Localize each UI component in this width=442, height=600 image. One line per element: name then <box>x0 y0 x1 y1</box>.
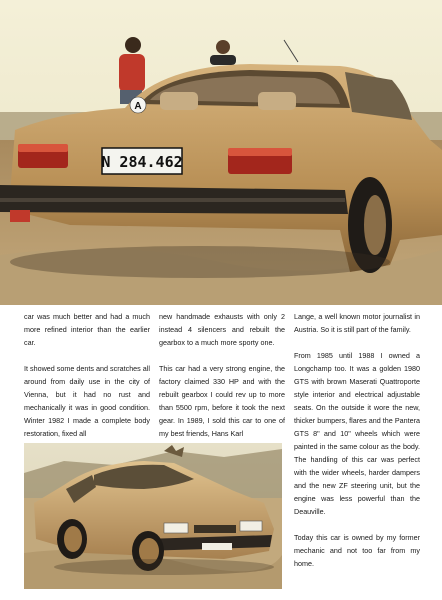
col3-paragraph-2: From 1985 until 1988 I owned a Longchamp too. It was a golden 1980 GTS with brown Maserati Quattroporte style interior and electrical adjustable seats. On the outside it wore the new, thicker bumpers, flares and the Pantera GTS 8" and 10" wheels which were painted in the same colour as the body. The handling of this car was perfect with the wider wheels, harder dampers and the new ZF steering unit, but the engine was less powerful than the Deauville. <box>294 351 420 516</box>
col3-paragraph-1: Lange, a well known motor journalist in Austria. So it is still part of the family. <box>294 312 420 334</box>
license-plate: N 284.462 <box>101 153 183 171</box>
col2-paragraph-2: This car had a very strong engine, the factory claimed 330 HP and with the rebuilt gearbox I could rev up to more than 5500 rpm, before it took the next gear. In 1989, I sold this car to one of my best friends, Hans Karl <box>159 364 285 438</box>
col3-paragraph-3: Today this car is owned by my former mechanic and not too far from my home. <box>294 533 420 568</box>
col2-paragraph-1: new handmade exhausts with only 2 instead 4 silencers and rebuilt the gearbox to a much more sporty one. <box>159 312 285 347</box>
col1-paragraph-1: car was much better and had a much more refined interior than the earlier car. <box>24 312 150 347</box>
bottom-car-photo <box>24 443 282 589</box>
text-column-2 <box>159 310 285 453</box>
bottom-car-photo-drawing <box>24 443 282 589</box>
text-column-3 <box>294 310 420 583</box>
col1-paragraph-2: It showed some dents and scratches all around from daily use in the city of Vienna, but it had no rust and mechanically it was in good condition. Winter 1982 I made a complete body restoration, fixed all <box>24 364 150 438</box>
text-column-1 <box>24 310 150 453</box>
country-sticker: A <box>134 101 142 112</box>
